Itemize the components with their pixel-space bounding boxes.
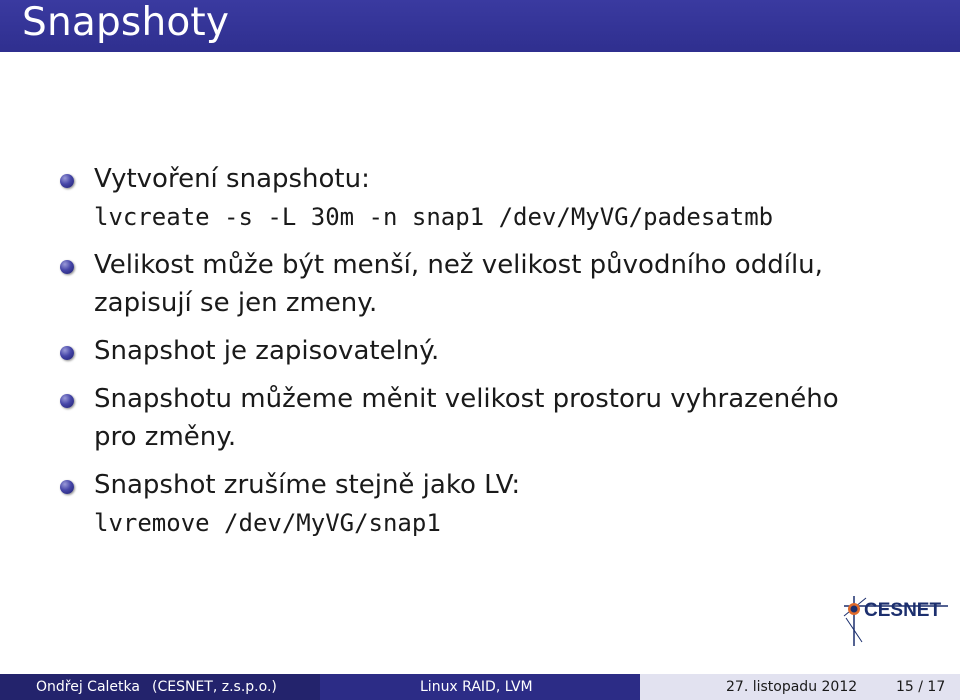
footer-institute: (CESNET, z.s.p.o.) (152, 679, 277, 695)
slide-title: Snapshoty (22, 0, 230, 45)
list-item (60, 466, 940, 542)
bullet-icon (60, 260, 74, 274)
bullet-text: pro změny. (94, 422, 237, 452)
footer-date-box (640, 674, 960, 700)
list-item (60, 380, 940, 456)
bullet-text: Vytvoření snapshotu: (94, 164, 370, 194)
bullet-icon (60, 346, 74, 360)
bullet-list (60, 160, 940, 552)
footer-author: Ondřej Caletka (36, 679, 140, 695)
bullet-icon (60, 394, 74, 408)
cesnet-logo-icon (840, 592, 952, 650)
cesnet-logo (840, 592, 952, 650)
footer-talk-title: Linux RAID, LVM (420, 679, 533, 695)
footer-author-box (0, 674, 320, 700)
bullet-text: Snapshot je zapisovatelný. (94, 336, 440, 366)
footer-title-box (320, 674, 640, 700)
footer (0, 674, 960, 700)
code-line: lvremove /dev/MyVG/snap1 (94, 509, 441, 537)
bullet-text: Snapshotu můžeme měnit velikost prostoru vyhrazeného (94, 384, 839, 414)
bullet-icon (60, 174, 74, 188)
list-item (60, 160, 940, 236)
footer-date: 27. listopadu 2012 (726, 679, 858, 695)
list-item (60, 332, 940, 370)
bullet-text: Snapshot zrušíme stejně jako LV: (94, 470, 521, 500)
bullet-text: Velikost může být menší, než velikost původního oddílu, (94, 250, 823, 280)
bullet-icon (60, 480, 74, 494)
title-bar (0, 0, 960, 52)
footer-page-number: 15 / 17 (896, 679, 946, 695)
code-line: lvcreate -s -L 30m -n snap1 /dev/MyVG/padesatmb (94, 203, 774, 231)
logo-text: CESNET (864, 600, 942, 621)
list-item (60, 246, 940, 322)
bullet-text: zapisují se jen zmeny. (94, 288, 378, 318)
